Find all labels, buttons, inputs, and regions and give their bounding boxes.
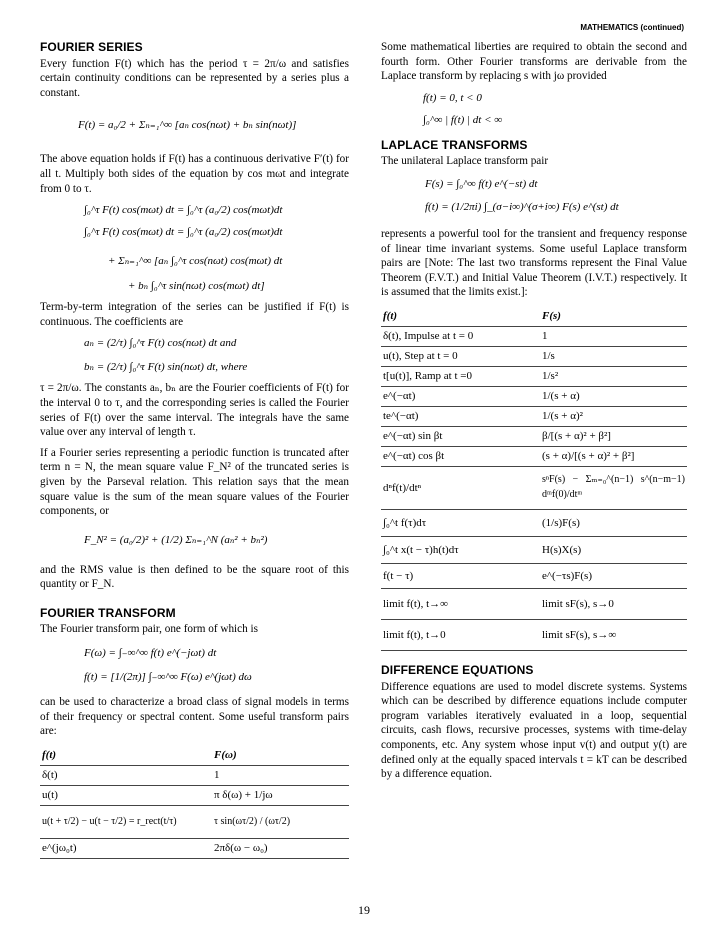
- fourier-transform-forward: F(ω) = ∫₋∞^∞ f(t) e^(−jωt) dt: [84, 647, 217, 660]
- table-cell: dⁿf(t)/dtⁿ: [381, 466, 540, 509]
- table-cell: f(t − τ): [381, 563, 540, 588]
- table-row: [381, 426, 687, 446]
- table-row: [40, 805, 349, 838]
- table-cell: limit f(t), t→0: [381, 619, 540, 650]
- table-row: [381, 386, 687, 406]
- left-column: [40, 40, 349, 859]
- fourier-transform-table: [40, 745, 349, 859]
- table-cell: t[u(t)], Ramp at t =0: [381, 366, 540, 386]
- table-row: [381, 406, 687, 426]
- fourier-coefficients-text: τ = 2π/ω. The constants aₙ, bₙ are the Fourier coefficients of F(t) for the interval 0 to τ, and the corresponding series is called the Fourier series of F(t) over the same interval. The integrals have the same value over any interval of length τ.: [40, 382, 349, 439]
- condition-equation-2: ∫₀^∞ | f(t) | dt < ∞: [423, 113, 503, 126]
- laplace-text: represents a powerful tool for the transient and frequency response of linear time invariant systems. Some useful Laplace transform pairs are [Note: The last two transforms represent the Final Value Theorem (F.V.T.) and Initial Value Theorem (I.V.T.) respectively. It is assumed that the limits exist.]:: [381, 227, 687, 299]
- fourier-transform-intro: The Fourier transform pair, one form of which is: [40, 623, 258, 636]
- page-number: 19: [358, 903, 370, 917]
- table-row: [381, 366, 687, 386]
- coefficient-a-equation: aₙ = (2/τ) ∫₀^τ F(t) cos(nωt) dt and: [84, 337, 237, 350]
- table-row: [40, 765, 349, 785]
- table-row: [381, 619, 687, 650]
- table-cell: e^(−τs)F(s): [540, 563, 687, 588]
- column-header: f(t): [383, 309, 398, 322]
- fourier-series-heading: FOURIER SERIES: [40, 40, 143, 54]
- table-cell: 1/s: [540, 346, 687, 366]
- rms-text: and the RMS value is then defined to be the square root of this quantity or F_N.: [40, 563, 349, 591]
- table-cell: 1: [212, 765, 349, 785]
- right-column: [381, 40, 687, 788]
- table-cell: τ sin(ωτ/2) / (ωτ/2): [212, 805, 349, 838]
- table-cell: limit sF(s), s→∞: [540, 619, 687, 650]
- table-cell: sⁿF(s) − Σₘ₌₀^(n−1) s^(n−m−1) dᵐf(0)/dtᵐ: [540, 466, 687, 509]
- table-cell: δ(t), Impulse at t = 0: [381, 326, 540, 346]
- table-row: [381, 446, 687, 466]
- laplace-intro: The unilateral Laplace transform pair: [381, 155, 549, 168]
- laplace-heading: LAPLACE TRANSFORMS: [381, 137, 528, 152]
- parseval-text: If a Fourier series representing a periodic function is truncated after term n = N, the mean square value F_N² of the truncated series is given by the Parseval relation. This relation says that the mean square value is the sum of the mean square values of the Fourier components, or: [40, 446, 349, 518]
- laplace-inverse-equation: f(t) = (1/2πi) ∫_(σ−i∞)^(σ+i∞) F(s) e^(st) dt: [425, 200, 619, 213]
- column-header: f(t): [42, 748, 57, 761]
- table-cell: e^(jω₀t): [40, 838, 212, 858]
- fourier-series-intro: Every function F(t) which has the period τ = 2π/ω and satisfies certain continuity conditions can be represented by a series plus a constant.: [40, 57, 349, 99]
- table-cell: (1/s)F(s): [540, 509, 687, 536]
- table-cell: 2πδ(ω − ω₀): [212, 838, 349, 858]
- integral-equation-1: ∫₀^τ F(t) cos(mωt) dt = ∫₀^τ (a₀/2) cos(mωt)dt: [84, 204, 283, 217]
- table-header-row: [40, 745, 349, 766]
- table-cell: 1/s²: [540, 366, 687, 386]
- difference-equations-text: Difference equations are used to model discrete systems. Systems which can be described by difference equations include computer program variables iteratively evaluated in a loop, sequential circuits, cash flows, recursive processes, systems with time-delay components, etc. Any system whose input v(t) and output y(t) are defined only at the equally spaced intervals t = kT can be described by a difference equation.: [381, 680, 687, 781]
- table-cell: u(t + τ/2) − u(t − τ/2) = r_rect(t/τ): [40, 805, 212, 838]
- table-cell: e^(−αt) sin βt: [381, 426, 540, 446]
- table-cell: π δ(ω) + 1/jω: [212, 785, 349, 805]
- table-row: [381, 326, 687, 346]
- coefficient-b-equation: bₙ = (2/τ) ∫₀^τ F(t) sin(nωt) dt, where: [84, 361, 248, 374]
- integral-equation-2: ∫₀^τ F(t) cos(mωt) dt = ∫₀^τ (a₀/2) cos(mωt)dt: [84, 226, 283, 239]
- fourier-transform-heading: FOURIER TRANSFORM: [40, 605, 176, 620]
- table-row: [381, 346, 687, 366]
- table-row: [381, 509, 687, 536]
- table-cell: e^(−αt) cos βt: [381, 446, 540, 466]
- column-header: F(ω): [214, 748, 237, 761]
- table-cell: 1: [540, 326, 687, 346]
- fourier-transform-inverse: f(t) = [1/(2π)] ∫₋∞^∞ F(ω) e^(jωt) dω: [84, 671, 252, 684]
- table-header-row: [381, 306, 687, 327]
- difference-equations-heading: DIFFERENCE EQUATIONS: [381, 662, 534, 677]
- table-row: [381, 466, 687, 509]
- table-cell: limit sF(s), s→0: [540, 588, 687, 619]
- parseval-equation: F_N² = (a₀/2)² + (1/2) Σₙ₌₁^N (aₙ² + bₙ²): [84, 533, 268, 546]
- table-row: [40, 785, 349, 805]
- table-row: [381, 563, 687, 588]
- table-cell: (s + α)/[(s + α)² + β²]: [540, 446, 687, 466]
- table-cell: ∫₀^t x(t − τ)h(t)dτ: [381, 536, 540, 563]
- fourier-series-derivative-text: The above equation holds if F(t) has a continuous derivative F′(t) for all t. Multiply both sides of the equation by cos mωt and integrate from 0 to τ.: [40, 153, 349, 195]
- table-cell: u(t): [40, 785, 212, 805]
- running-header: MATHEMATICS (continued): [580, 23, 684, 32]
- condition-equation-1: f(t) = 0, t < 0: [423, 91, 482, 104]
- table-cell: H(s)X(s): [540, 536, 687, 563]
- table-cell: u(t), Step at t = 0: [381, 346, 540, 366]
- fourier-liberties-text: Some mathematical liberties are required to obtain the second and fourth form. Other Fourier transforms are derivable from the Laplace transform by replacing s with jω provided: [381, 41, 687, 83]
- column-header: F(s): [542, 309, 561, 322]
- table-cell: e^(−αt): [381, 386, 540, 406]
- fourier-series-equation: F(t) = a₀/2 + Σₙ₌₁^∞ [aₙ cos(nωt) + bₙ sin(nωt)]: [78, 119, 297, 132]
- table-row: [381, 536, 687, 563]
- fourier-transform-text: can be used to characterize a broad class of signal models in terms of their frequency or spectral content. Some useful transform pairs are:: [40, 696, 349, 738]
- table-cell: limit f(t), t→∞: [381, 588, 540, 619]
- table-cell: 1/(s + α): [540, 386, 687, 406]
- table-cell: ∫₀^t f(τ)dτ: [381, 509, 540, 536]
- integral-equation-4: + bₙ ∫₀^τ sin(nωt) cos(mωt) dt]: [128, 280, 265, 293]
- term-by-term-text: Term-by-term integration of the series can be justified if F(t) is continuous. The coefficients are: [40, 301, 349, 328]
- table-row: [381, 588, 687, 619]
- laplace-forward-equation: F(s) = ∫₀^∞ f(t) e^(−st) dt: [425, 177, 538, 190]
- table-cell: te^(−αt): [381, 406, 540, 426]
- integral-equation-3: + Σₙ₌₁^∞ [aₙ ∫₀^τ cos(nωt) cos(mωt) dt: [108, 255, 283, 268]
- laplace-transform-table: [381, 306, 687, 651]
- table-cell: β/[(s + α)² + β²]: [540, 426, 687, 446]
- table-cell: δ(t): [40, 765, 212, 785]
- table-cell: 1/(s + α)²: [540, 406, 687, 426]
- table-row: [40, 838, 349, 858]
